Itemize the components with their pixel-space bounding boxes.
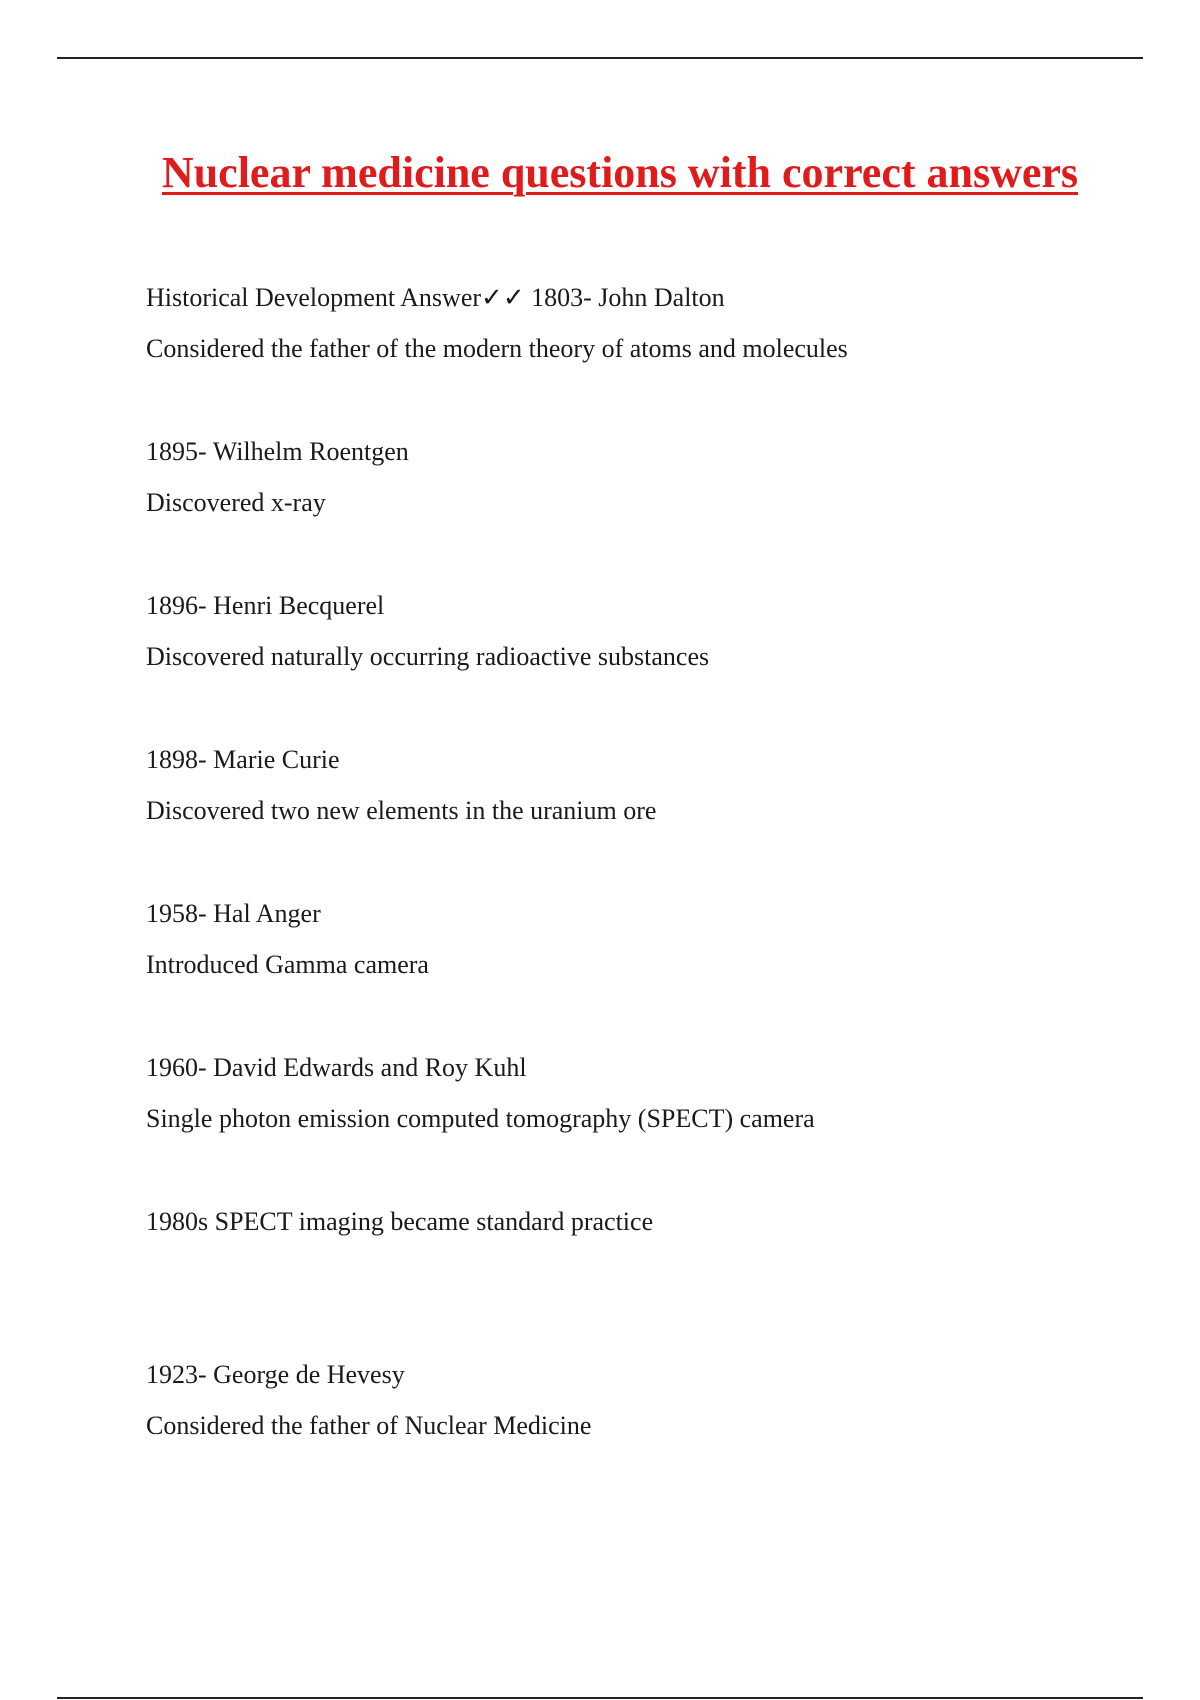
entry-curie — [146, 740, 1146, 842]
entry-description: Discovered x-ray — [146, 488, 326, 517]
entry-description: Considered the father of the modern theory of atoms and molecules — [146, 334, 848, 363]
entry-anger — [146, 894, 1146, 996]
entry-description: Discovered naturally occurring radioactive substances — [146, 642, 710, 671]
entry-hevesy — [146, 1355, 1146, 1457]
entry-edwards-kuhl — [146, 1048, 1146, 1150]
entry-becquerel — [146, 586, 1146, 688]
entry-heading: 1895- Wilhelm Roentgen — [146, 437, 409, 466]
entry-1980s — [146, 1202, 1146, 1253]
entry-heading: 1896- Henri Becquerel — [146, 591, 385, 620]
entry-heading: 1980s SPECT imaging became standard practice — [146, 1207, 654, 1236]
entry-heading: Historical Development Answer✓✓ 1803- John Dalton — [146, 283, 725, 312]
entry-description: Introduced Gamma camera — [146, 950, 429, 979]
entry-heading: 1898- Marie Curie — [146, 745, 340, 774]
entry-dalton — [146, 278, 1146, 380]
entry-heading: 1923- George de Hevesy — [146, 1360, 405, 1389]
entry-roentgen — [146, 432, 1146, 534]
entry-description: Considered the father of Nuclear Medicine — [146, 1411, 592, 1440]
entry-heading: 1960- David Edwards and Roy Kuhl — [146, 1053, 527, 1082]
entry-description: Single photon emission computed tomography (SPECT) camera — [146, 1104, 815, 1133]
entry-heading: 1958- Hal Anger — [146, 899, 321, 928]
document-body — [146, 278, 1146, 1509]
footer-rule — [57, 1697, 1143, 1699]
document-title: Nuclear medicine questions with correct answers — [161, 148, 1079, 197]
header-rule — [57, 57, 1143, 59]
entry-description: Discovered two new elements in the uranium ore — [146, 796, 657, 825]
